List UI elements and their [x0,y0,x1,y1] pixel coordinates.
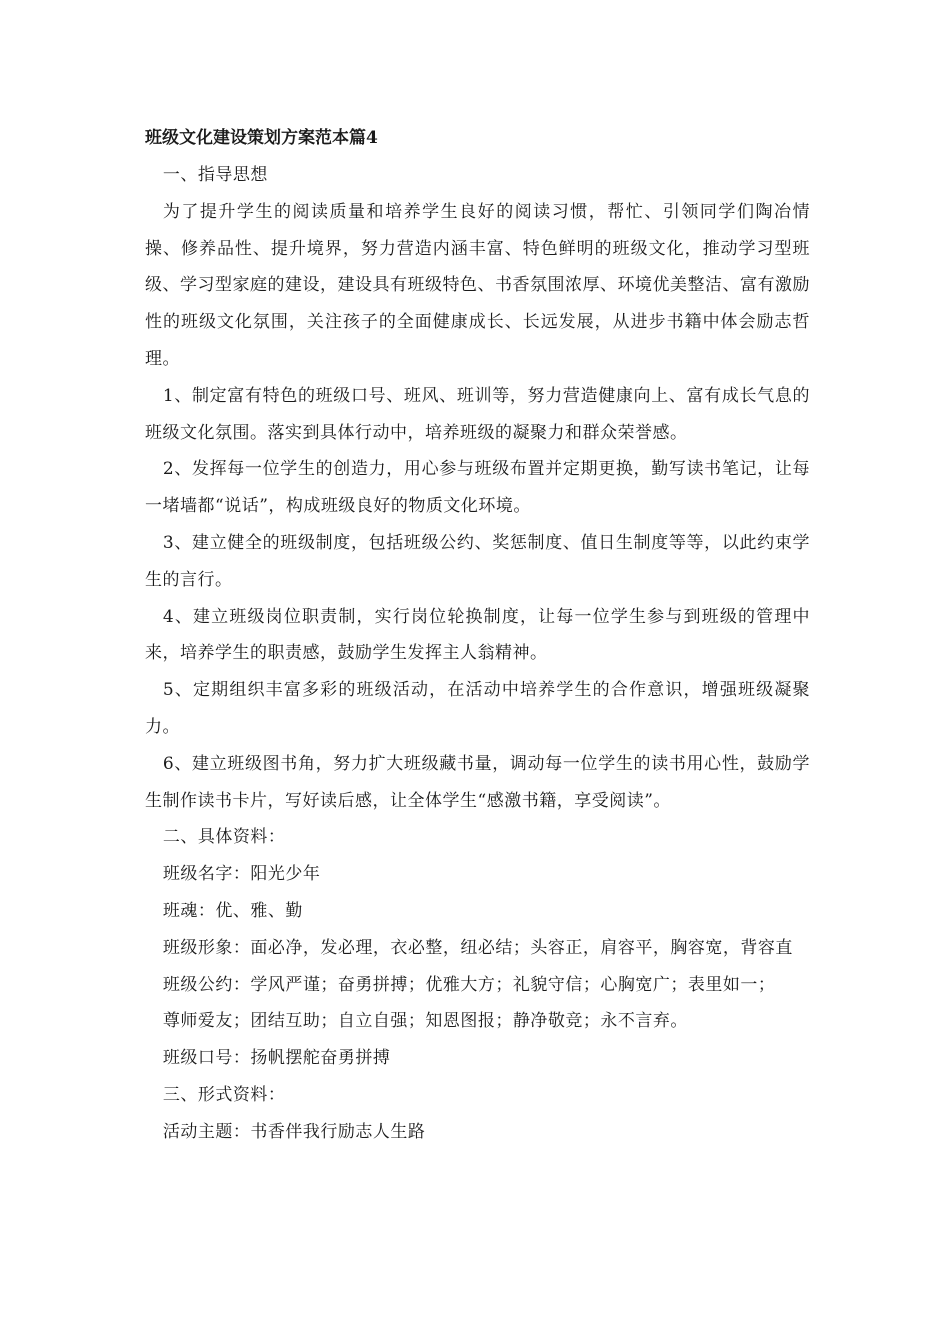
list-item-4: 4、建立班级岗位职责制，实行岗位轮换制度，让每一位学生参与到班级的管理中来，培养学生的职责感，鼓励学生发挥主人翁精神。 [145,606,810,664]
class-convention-continued: 尊师爱友；团结互助；自立自强；知恩图报；静净敬竞；永不言弃。 [162,1011,688,1032]
class-soul-line: 班魂：优、雅、勤 [162,900,303,921]
class-name-line: 班级名字：阳光少年 [162,864,321,885]
document-page [145,120,810,1151]
list-item-5: 5、定期组织丰富多彩的班级活动，在活动中培养学生的合作意识，增强班级凝聚力。 [145,680,810,737]
section-heading-guiding-ideology: 一、指导思想 [162,165,268,185]
paragraph-intro: 为了提升学生的阅读质量和培养学生良好的阅读习惯，帮忙、引领同学们陶冶情操、修养品性、提升境界，努力营造内涵丰富、特色鲜明的班级文化，推动学习型班级、学习型家庭的建设，建设具有班级特色、书香氛围浓厚、环境优美整洁、富有激励性的班级文化氛围，关注孩子的全面健康成长、长远发展，从进步书籍中体会励志哲理。 [145,201,810,369]
class-slogan-line: 班级口号：扬帆摆舵奋勇拼搏 [162,1048,391,1069]
section-heading-details: 二、具体资料： [162,827,286,848]
class-convention-line: 班级公约：学风严谨；奋勇拼搏；优雅大方；礼貌守信；心胸宽广；表里如一； [162,974,776,995]
document-title: 班级文化建设策划方案范本篇4 [145,128,378,148]
class-image-line: 班级形象：面必净，发必理，衣必整，纽必结；头容正，肩容平，胸容宽，背容直 [162,937,793,958]
section-heading-format: 三、形式资料： [162,1084,286,1105]
list-item-1: 1、制定富有特色的班级口号、班风、班训等，努力营造健康向上、富有成长气息的班级文化氛围。落实到具体行动中，培养班级的凝聚力和群众荣誉感。 [145,385,810,443]
list-item-3: 3、建立健全的班级制度，包括班级公约、奖惩制度、值日生制度等等，以此约束学生的言行。 [145,532,810,590]
list-item-2: 2、发挥每一位学生的创造力，用心参与班级布置并定期更换，勤写读书笔记，让每一堵墙都“说话”，构成班级良好的物质文化环境。 [145,459,810,517]
list-item-6: 6、建立班级图书角，努力扩大班级藏书量，调动每一位学生的读书用心性，鼓励学生制作读书卡片，写好读后感，让全体学生“感激书籍，享受阅读”。 [145,753,810,811]
activity-theme-line: 活动主题：书香伴我行励志人生路 [162,1121,426,1142]
